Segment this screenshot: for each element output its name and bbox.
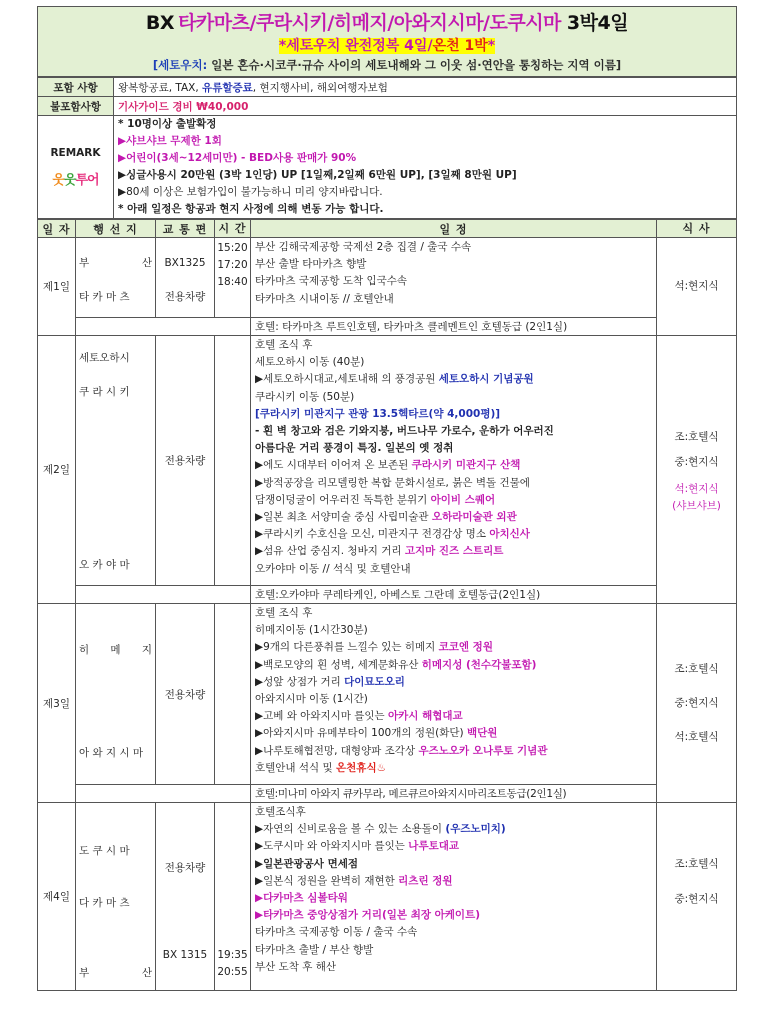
day2-step-7: 아름다운 거리 풍경이 특징. 일본의 옛 정취 [255, 442, 454, 455]
day4-flight: BX 1315 [162, 949, 208, 961]
day4-meal-breakfast: 조:호텔식 [674, 858, 719, 870]
day4-time-1: 19:35 [217, 949, 248, 961]
day3-meal-breakfast: 조:호텔식 [674, 663, 719, 675]
day1-transport [156, 238, 215, 318]
exclude-label: 불포함사항 [38, 97, 114, 116]
day2-step-13-text: ▶섬유 산업 중심지. 청바지 거리 [255, 545, 405, 558]
day3-place-himeji-b: 메 [110, 644, 121, 656]
subtitle-end: * [487, 38, 496, 54]
day3-label: 제3일 [38, 604, 76, 803]
day2-step-11-spot: 오하라미술관 외관 [431, 511, 517, 524]
day3-step-10-text: 호텔안내 석식 및 [255, 761, 337, 774]
day1-label: 제1일 [38, 238, 76, 336]
day4-step-6: ▶다카마츠 심볼타워 [255, 892, 348, 905]
exclude-row [38, 97, 737, 116]
day2-row [38, 336, 737, 586]
remark-line-3: ▶어린이(3세~12세미만) - BED사용 판매가 90% [118, 152, 357, 164]
day4-place-tokushima: 도 쿠 시 마 [79, 845, 130, 857]
day3-place-himeji-a: 히 [79, 644, 90, 656]
day4-row [38, 803, 737, 991]
col-transport: 교 통 편 [156, 220, 215, 238]
itinerary-table [37, 219, 737, 991]
day2-step-13-spot: 고지마 진즈 스트리트 [404, 545, 504, 558]
day3-step-8-spot: 백단원 [466, 727, 498, 740]
day2-meal-dinner-note: (샤브샤브) [672, 499, 721, 512]
day3-step-1: 호텔 조식 후 [255, 607, 313, 619]
day4-step-3-text: ▶도쿠시마 와 아와지시마 를잇는 [255, 840, 409, 853]
day3-step-8-text: ▶아와지시마 유메부타이 100개의 정원(화단) [255, 727, 467, 740]
day2-step-8 [255, 457, 652, 474]
day1-step-1: 부산 김해국제공항 국제선 2층 집결 / 출국 수속 [255, 241, 472, 253]
day1-vehicle: 전용차량 [164, 290, 206, 303]
remark-line-6: * 아래 일정은 항공과 현지 사정에 의해 변동 가능 합니다. [118, 203, 384, 215]
day2-hotel: 호텔:오카야마 쿠레타케인, 아베스토 그란데 호텔동급(2인1실) [251, 586, 657, 604]
tour-subtitle [38, 36, 736, 56]
day4-places [76, 803, 156, 991]
day1-row [38, 238, 737, 318]
day3-step-5 [255, 674, 652, 691]
subtitle-main: *세토우치 완전정복 4일/ [278, 38, 433, 54]
day3-step-9-spot: 우즈노오카 오나루토 기념관 [418, 744, 548, 757]
day1-hotel-row [38, 318, 737, 336]
day2-place-seto: 세토오하시 [79, 352, 130, 364]
day4-place-takamatsu: 다 카 마 츠 [79, 897, 130, 909]
day4-step-2-spot: (우즈노미치) [445, 823, 506, 836]
day4-step-9: 타카마츠 출발 / 부산 향발 [255, 943, 374, 956]
day3-row [38, 604, 737, 785]
day3-place-awaji: 아 와 지 시 마 [79, 747, 144, 759]
day1-step-2: 부산 출발 타마카츠 향발 [255, 258, 367, 271]
day4-step-2-text: ▶자연의 신비로움을 볼 수 있는 소용돌이 [255, 823, 446, 836]
day2-place-okayama: 오 카 야 마 [79, 559, 130, 571]
col-time: 시 간 [215, 220, 251, 238]
day2-step-11 [255, 509, 652, 526]
day3-step-3-text: ▶9개의 다른풍취를 느낄수 있는 히메지 [255, 641, 439, 654]
subtitle-onsen: 온천 1박 [432, 38, 488, 54]
day3-hotel: 호텔:미나미 아와지 큐카무라, 메르큐르아와지시마리조트동급(2인1실) [251, 785, 657, 803]
day1-schedule [251, 238, 657, 318]
day4-meal-lunch: 중:현지식 [674, 893, 719, 905]
day4-place-busan [79, 965, 152, 982]
logo-figure-b: 웃 [63, 172, 76, 188]
day3-schedule [251, 604, 657, 785]
day3-step-2: 히메지이동 (1시간30분) [255, 624, 368, 637]
remark-line-4: ▶싱글사용시 20만원 (3박 1인당) UP [1일째,2일째 6만원 UP], [3일째 8만원 UP] [118, 169, 517, 181]
day2-step-12 [255, 526, 652, 543]
day3-step-8 [255, 725, 652, 742]
company-logo [52, 169, 98, 188]
day3-step-10 [255, 760, 652, 777]
day4-time-2: 20:55 [217, 966, 248, 978]
logo-figure-a: 웃 [52, 172, 64, 188]
day2-step-8-text: ▶에도 시대부터 이어져 온 보존된 [255, 459, 412, 472]
day3-hotel-row [38, 785, 737, 803]
day3-step-10-onsen: 온천휴식♨ [336, 761, 387, 774]
day2-step-1: 호텔 조식 후 [255, 339, 313, 351]
day3-vehicle: 전용차량 [156, 604, 215, 785]
day4-step-4: ▶일본관광공사 면세점 [255, 857, 359, 870]
day3-step-7-spot: 아카시 해협대교 [388, 710, 463, 723]
tour-header [37, 6, 737, 77]
day2-hotel-row [38, 586, 737, 604]
day3-step-7-text: ▶고베 와 아와지시마 를잇는 [255, 710, 388, 723]
day2-step-2: 세토오하시 이동 (40분) [255, 356, 365, 369]
day4-step-5-text: ▶일본식 정원을 완벽히 재현한 [255, 874, 399, 887]
info-table [37, 77, 737, 219]
day3-step-4 [255, 657, 652, 674]
exclude-value: 기사가이드 경비 ₩40,000 [114, 97, 737, 116]
day2-hotel-spacer [76, 586, 251, 604]
day3-step-9 [255, 743, 652, 760]
day1-step-4: 타카마츠 시내이동 // 호텔안내 [255, 292, 394, 305]
day2-step-10 [255, 492, 652, 509]
day1-time-1: 15:20 [217, 242, 248, 254]
day1-place-busan-b: 산 [141, 256, 152, 269]
day4-vehicle: 전용차량 [164, 862, 206, 874]
day4-transport [156, 803, 215, 991]
remark-line-5: ▶80세 이상은 보험가입이 불가능하니 미리 양지바랍니다. [118, 186, 383, 198]
day1-meals [657, 238, 737, 336]
day3-times [215, 604, 251, 785]
day4-step-7: ▶타카마츠 중앙상점가 거리(일본 최장 아케이트) [255, 909, 481, 922]
remark-line-2: ▶샤브샤브 무제한 1회 [118, 135, 222, 147]
description-prefix: [세토우치: [152, 58, 208, 72]
day4-step-3-spot: 나루토대교 [408, 840, 460, 853]
setouchi-description [38, 56, 736, 74]
day4-place-busan-b: 산 [141, 967, 152, 979]
day4-step-5-spot: 리츠린 정원 [398, 874, 453, 887]
route-names: 타카마츠/쿠라시키/히메지/아와지시마/도쿠시마 [178, 12, 561, 34]
day3-step-7 [255, 708, 652, 725]
remark-body [114, 116, 737, 219]
day2-step-5: [쿠라시키 미관지구 관광 13.5헥타르(약 4,000평)] [255, 407, 501, 420]
day2-step-14: 오카야마 이동 // 석식 및 호텔안내 [255, 562, 411, 575]
remark-row [38, 116, 737, 219]
day1-hotel: 호텔: 타카마츠 루트인호텔, 타카마츠 클레멘트인 호텔동급 (2인1실) [251, 318, 657, 336]
day1-time-3: 18:40 [217, 276, 248, 288]
day2-label: 제2일 [38, 336, 76, 604]
description-body: 일본 혼슈·시코쿠·규슈 사이의 세토내해와 그 이웃 섬·연안을 통칭하는 지역 이름] [207, 58, 622, 72]
day2-vehicle: 전용차량 [156, 336, 215, 586]
day2-step-3 [255, 371, 652, 388]
day2-step-10-text: 담쟁이덩굴이 어우러진 독특한 분위기 [255, 493, 431, 506]
day2-step-12-text: ▶쿠라시키 수호신을 모신, 미관지구 전경감상 명소 [255, 528, 490, 541]
day1-times [215, 238, 251, 318]
day1-place-busan [79, 246, 152, 280]
day2-step-6: - 흰 벽 창고와 검은 기와지붕, 버드나무 가로수, 운하가 어우러진 [255, 425, 554, 438]
day1-place-takamatsu: 타 카 마 츠 [79, 290, 130, 303]
day2-step-10-spot: 아이비 스퀘어 [430, 493, 496, 506]
day2-place-kurashiki: 쿠 라 시 키 [79, 386, 130, 398]
remark-cell [38, 116, 114, 219]
day3-meals [657, 604, 737, 803]
day1-meal-dinner: 석:현지식 [674, 280, 719, 292]
day4-step-1: 호텔조식후 [255, 806, 306, 818]
col-schedule: 일 정 [251, 220, 657, 238]
day4-place-busan-a: 부 [79, 967, 90, 979]
day2-step-9: ▶방적공장을 리모델링한 복합 문화시설로, 붉은 벽돌 건물에 [255, 476, 530, 489]
logo-text: 투어 [75, 172, 99, 188]
day3-places [76, 604, 156, 785]
day2-meal-dinner: 석:현지식 [674, 482, 719, 495]
day2-meals [657, 336, 737, 604]
day2-step-4: 쿠라시키 이동 (50분) [255, 390, 355, 403]
include-value [114, 78, 737, 97]
itinerary-sheet [37, 6, 737, 991]
day2-meal-lunch: 중:현지식 [674, 455, 719, 468]
day3-step-5-spot: 다이묘도오리 [344, 675, 405, 688]
day3-place-himeji-c: 지 [141, 644, 152, 656]
remark-line-1: * 10명이상 출발확정 [118, 118, 217, 130]
day2-step-3-spot: 세토오하시 기념공원 [438, 373, 534, 386]
day2-schedule [251, 336, 657, 586]
day4-step-10: 부산 도착 후 해산 [255, 960, 337, 973]
day4-step-2 [255, 821, 652, 838]
col-place: 행 선 지 [76, 220, 156, 238]
day2-step-3-text: ▶세토오하시대교,세토내해 의 풍경공원 [255, 373, 439, 386]
day3-step-4-text: ▶백로모양의 흰 성벽, 세계문화유산 [255, 658, 422, 671]
day1-flight: BX1325 [164, 256, 206, 269]
day3-step-5-text: ▶성앞 상점가 거리 [255, 675, 345, 688]
day3-hotel-spacer [76, 785, 251, 803]
include-row [38, 78, 737, 97]
day3-step-3 [255, 639, 652, 656]
day2-meal-breakfast: 조:호텔식 [674, 430, 719, 443]
day4-schedule [251, 803, 657, 991]
day3-step-6: 아와지시마 이동 (1시간) [255, 693, 368, 706]
include-label: 포함 사항 [38, 78, 114, 97]
day3-meal-dinner: 석:호텔식 [674, 731, 719, 743]
include-text-a: 왕복항공료, TAX, [118, 81, 203, 94]
col-meal: 식 사 [657, 220, 737, 238]
day4-step-3 [255, 838, 652, 855]
day2-step-11-text: ▶일본 최초 서양미술 중심 사립미술관 [255, 511, 432, 524]
column-header-row [38, 220, 737, 238]
day2-step-13 [255, 543, 652, 560]
fuel-surcharge: 유류할증료 [202, 81, 253, 94]
day1-time-2: 17:20 [217, 259, 248, 271]
col-day: 일 자 [38, 220, 76, 238]
duration: 3박4일 [566, 12, 629, 34]
day4-meals [657, 803, 737, 991]
day1-step-3: 타카마츠 국제공항 도착 입국수속 [255, 275, 408, 288]
day4-step-5 [255, 873, 652, 890]
day2-step-8-spot: 쿠라시키 미관지구 산책 [411, 459, 521, 472]
remark-label: REMARK [50, 146, 101, 159]
day2-step-12-spot: 아치신사 [489, 528, 530, 541]
day1-hotel-spacer [76, 318, 251, 336]
day1-places [76, 238, 156, 318]
day1-place-busan-a: 부 [79, 256, 90, 269]
day4-step-8: 타카마츠 국제공항 이동 / 출국 수속 [255, 926, 418, 939]
tour-title [38, 10, 736, 36]
include-text-b: , 현지행사비, 해외여행자보험 [252, 81, 388, 94]
day3-place-himeji [79, 642, 152, 659]
day3-step-9-text: ▶나루토해협전망, 대형양파 조각상 [255, 744, 419, 757]
day2-places [76, 336, 156, 586]
airline-code: BX [145, 12, 175, 34]
day3-step-3-spot: 코코엔 정원 [438, 641, 493, 654]
day4-times [215, 803, 251, 991]
day4-label: 제4일 [38, 803, 76, 991]
day2-times [215, 336, 251, 586]
day3-meal-lunch: 중:현지식 [674, 697, 719, 709]
day3-step-4-spot: 히메지성 (천수각불포함) [421, 658, 537, 671]
